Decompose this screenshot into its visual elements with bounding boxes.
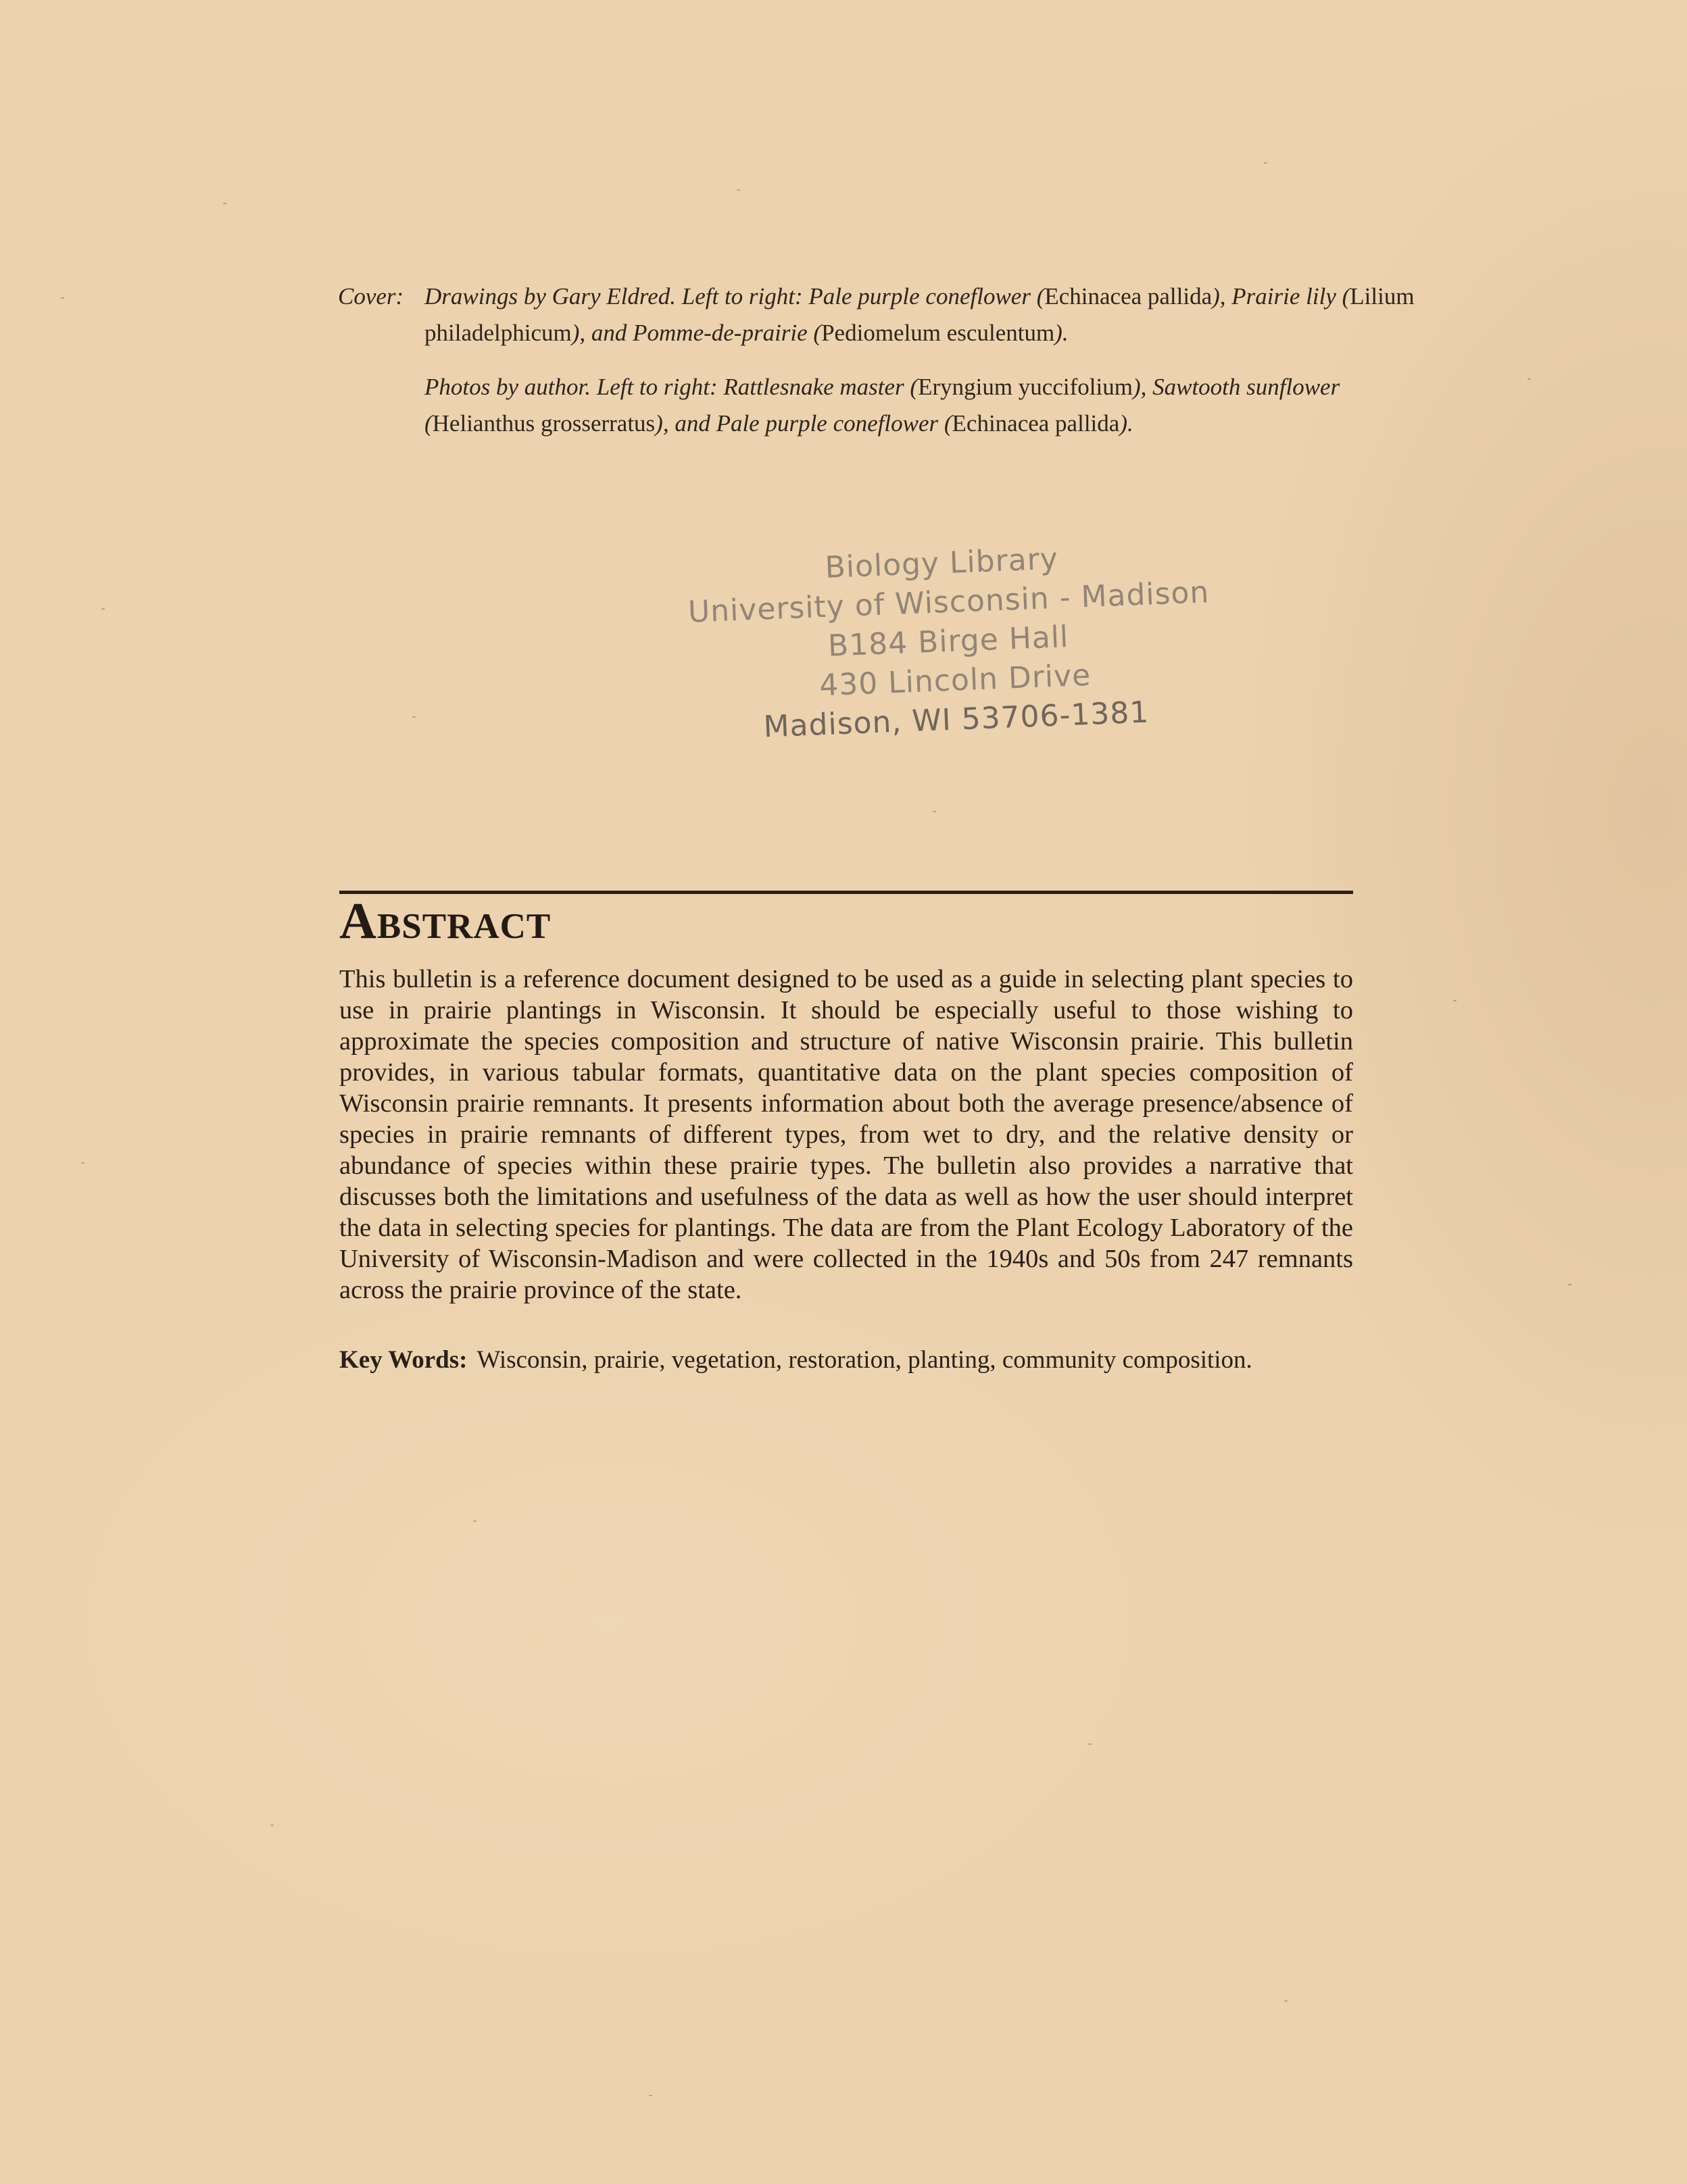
drawings-end: ). xyxy=(1054,320,1069,346)
cover-label: Cover: xyxy=(338,283,404,309)
photos-mid-1: ), Sawtooth sunflower ( xyxy=(424,374,1340,437)
key-words-label: Key Words: xyxy=(339,1346,468,1374)
photos-intro: Photos by author. Left to right: Rattlesnake master ( xyxy=(424,374,919,400)
drawings-species-2: Lilium philadelphicum xyxy=(424,283,1415,346)
photos-mid-2: ), and Pale purple coneflower ( xyxy=(655,410,952,437)
drawings-species-1: Echinacea pallida xyxy=(1044,283,1213,309)
photos-end: ). xyxy=(1119,410,1133,437)
photos-species-2: Helianthus grosserratus xyxy=(432,410,656,437)
stamp-line-4: 430 Lincoln Drive xyxy=(818,657,1092,703)
cover-photos-credit xyxy=(424,369,1419,442)
abstract-body: This bulletin is a reference document designed to be used as a guide in selecting plant species to use in prairie plantings in Wisconsin. It should be especially useful to those wishing to approximate the species composition and structure of native Wisconsin prairie. This bulletin provides, in various tabular formats, quantitative data on the plant species composition of Wisconsin prairie remnants. It presents information about both the average presence/absence of species in prairie remnants of different types, from wet to dry, and the relative density or abundance of species within these prairie types. The bulletin also provides a narrative that discusses both the limitations and usefulness of the data as well as how the user should interpret the data in selecting species for plantings. The data are from the Plant Ecology Laboratory of the University of Wisconsin-Madison and were collected in the 1940s and 50s from 247 remnants across the prairie province of the state. xyxy=(339,965,1353,1304)
abstract-heading: Abstract xyxy=(339,893,552,949)
drawings-mid-1: ), Prairie lily ( xyxy=(1212,283,1350,309)
cover-drawings-credit xyxy=(424,278,1419,351)
drawings-mid-2: ), and Pomme-de-prairie ( xyxy=(571,320,822,346)
photos-species-1: Eryngium yuccifolium xyxy=(918,374,1133,400)
stamp-line-3: B184 Birge Hall xyxy=(827,620,1070,664)
stamp-line-5: Madison, WI 53706-1381 xyxy=(762,695,1150,745)
key-words xyxy=(339,1345,1353,1376)
library-stamp xyxy=(679,534,1214,750)
drawings-species-3: Pediomelum esculentum xyxy=(821,320,1055,346)
key-words-list: Wisconsin, prairie, vegetation, restoration, planting, community composition. xyxy=(476,1346,1252,1374)
stamp-line-2: University of Wisconsin - Madison xyxy=(687,575,1211,630)
photos-species-3: Echinacea pallida xyxy=(952,410,1120,437)
drawings-intro: Drawings by Gary Eldred. Left to right: Pale purple coneflower ( xyxy=(424,283,1045,309)
cover-credits xyxy=(338,278,1419,442)
stamp-line-1: Biology Library xyxy=(824,541,1059,585)
